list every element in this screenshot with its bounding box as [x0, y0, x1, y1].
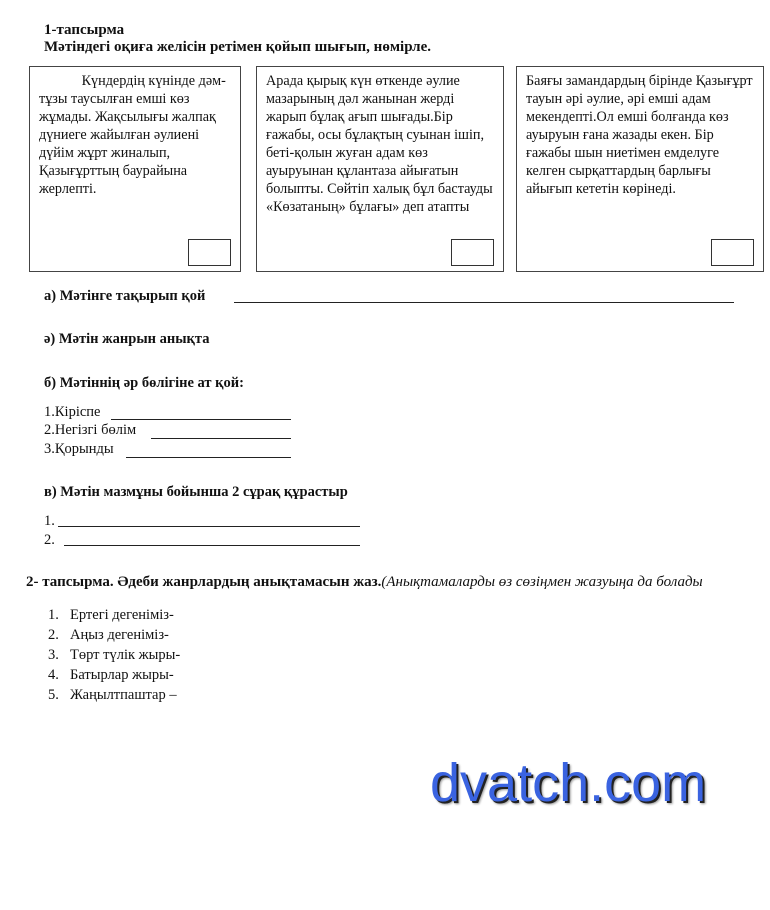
story-box-1	[29, 66, 241, 272]
list-item-number: 3.	[48, 647, 59, 663]
part-intro-label: 1.Кіріспе	[44, 404, 101, 420]
list-item	[48, 625, 180, 645]
task-a-label: а) Мәтінге тақырып қой	[44, 288, 206, 304]
list-item-number: 1.	[48, 607, 59, 623]
list-item-number: 4.	[48, 667, 59, 683]
question-1-line[interactable]	[58, 525, 360, 527]
task2-heading	[26, 573, 703, 591]
task1-instruction: Мәтіндегі оқиға желісін ретімен қойып шығып, нөмірле.	[44, 39, 432, 55]
list-item-number: 5.	[48, 687, 59, 703]
site-watermark: dvatch.com	[430, 753, 707, 813]
order-number-field-1[interactable]	[188, 239, 231, 266]
part-end-line[interactable]	[126, 456, 291, 458]
genre-list	[48, 605, 180, 705]
part-end-label: 3.Қорынды	[44, 441, 114, 457]
task-ae-label: ә) Мәтін жанрын анықта	[44, 331, 210, 347]
task1-number: 1-тапсырма	[44, 22, 125, 38]
question-1-label: 1.	[44, 513, 55, 529]
list-item-text: Төрт түлік жыры-	[70, 647, 181, 663]
order-number-field-2[interactable]	[451, 239, 494, 266]
list-item-text: Аңыз дегеніміз-	[70, 627, 169, 643]
list-item	[48, 645, 180, 665]
story-text-1: Күндердің күнінде дәм-тұзы таусылған емші көз жұмады. Жақсылығы жалпақ дүниеге жайылған әулиені дүйім жұрт жиналып, Қазығұрттың баурайына жерлепті.	[39, 73, 226, 197]
list-item	[48, 605, 180, 625]
question-2-label: 2.	[44, 532, 55, 548]
list-item	[48, 685, 180, 705]
part-main-label: 2.Негізгі бөлім	[44, 422, 137, 438]
story-text-3: Баяғы замандардың бірінде Қазығұрт тауын әрі әулие, әрі емші адам мекендепті.Ол емші болғанда көз ауыруын ғана жазады екен. Бір ғажабы шын ниетімен емделуге келген сырқаттардың барлығы айығып кететін көрінеді.	[526, 73, 753, 197]
task2-note: (Анықтамаларды өз сөзіңмен жазуыңа да болады	[381, 574, 703, 590]
part-main-line[interactable]	[151, 437, 291, 439]
title-answer-line[interactable]	[234, 301, 734, 303]
list-item-number: 2.	[48, 627, 59, 643]
list-item-text: Батырлар жыры-	[70, 667, 174, 683]
list-item-text: Жаңылтпаштар –	[70, 687, 177, 703]
question-2-line[interactable]	[64, 544, 360, 546]
story-box-2	[256, 66, 504, 272]
story-text-2: Арада қырық күн өткенде әулие мазарының дәл жанынан жерді жарып бұлақ ағып шығады.Бір ғажабы, осы бұлақтың суынан ішіп, беті-қолын жуған адам көз ауыруынан құлантаза айығатын болыпты. Сөйтіп халық бұл бастауды «Көзатаның» бұлағы» деп атапты	[266, 73, 493, 215]
story-box-3	[516, 66, 764, 272]
part-intro-line[interactable]	[111, 418, 291, 420]
list-item	[48, 665, 180, 685]
list-item-text: Ертегі дегеніміз-	[70, 607, 174, 623]
task-b-label: б) Мәтіннің әр бөлігіне ат қой:	[44, 375, 244, 391]
task-v-label: в) Мәтін мазмұны бойынша 2 сұрақ құрастыр	[44, 484, 348, 500]
order-number-field-3[interactable]	[711, 239, 754, 266]
task2-title: 2- тапсырма. Әдеби жанрлардың анықтамасын жаз.	[26, 574, 382, 590]
